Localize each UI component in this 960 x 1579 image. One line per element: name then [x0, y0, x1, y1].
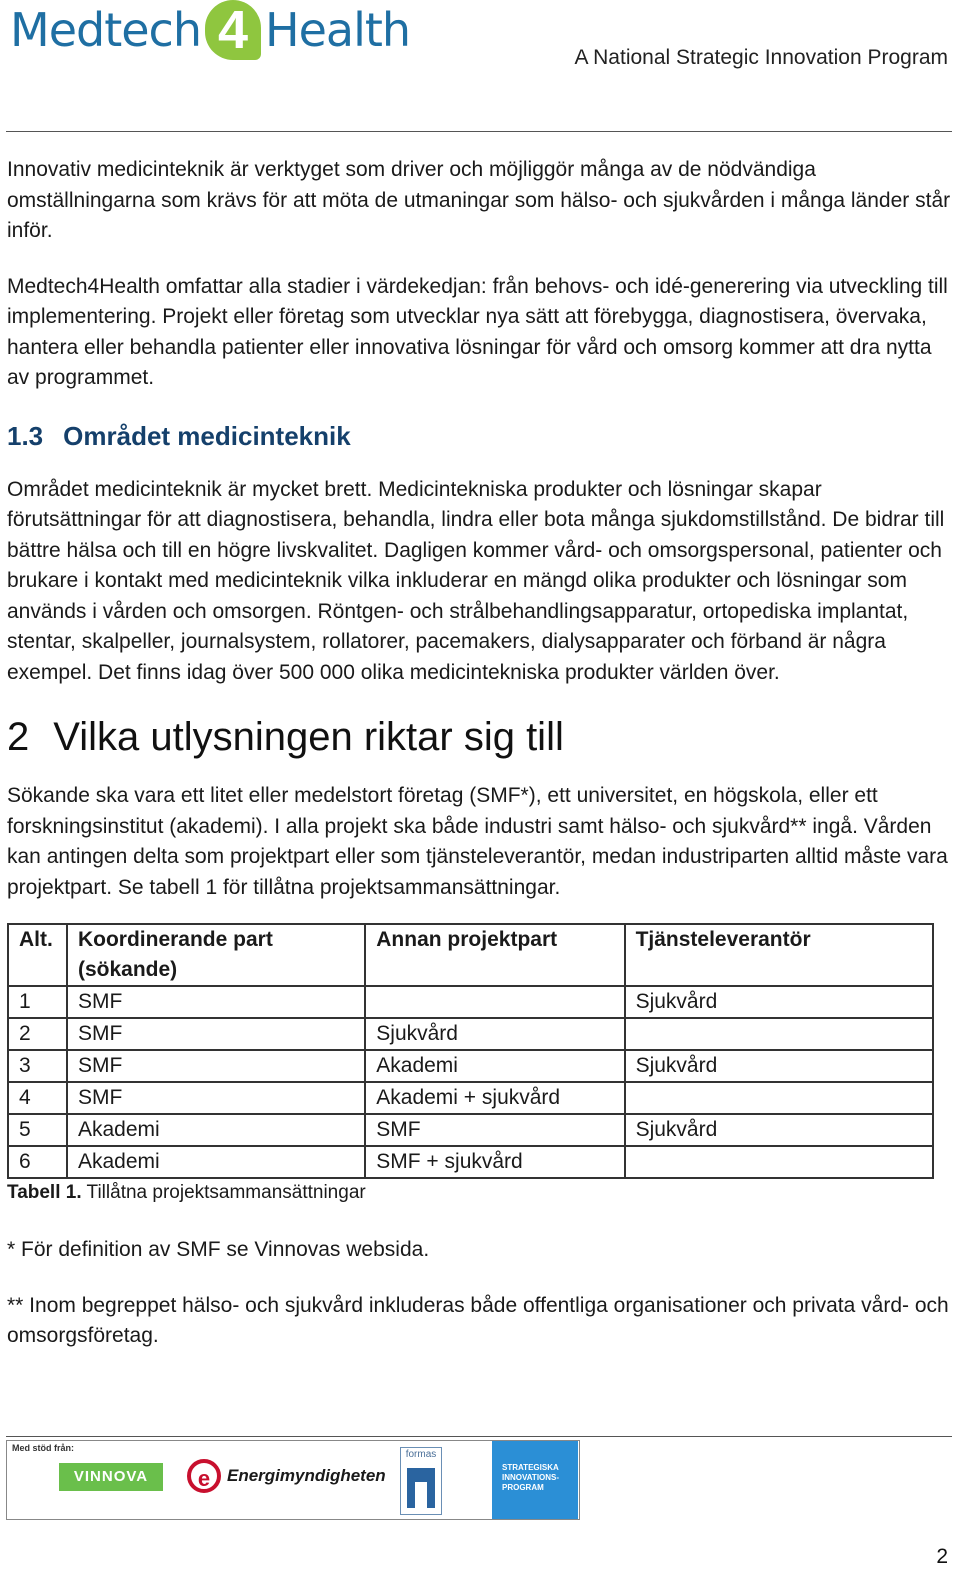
project-composition-table — [7, 923, 934, 1179]
section-2-title: Vilka utlysningen riktar sig till — [53, 715, 564, 759]
table-cell: Sjukvård — [625, 1114, 933, 1146]
section-1-3-title: Området medicinteknik — [63, 420, 351, 451]
logo-text-health: Health — [264, 3, 411, 57]
table-caption — [7, 1181, 952, 1205]
intro-paragraph-1: Innovativ medicinteknik är verktyget som driver och möjliggör många av de nödvändiga omställningarna som krävs för att möta de utmaningar som hälso- och sjukvården i många länder står inför. — [7, 158, 951, 242]
document-body — [7, 155, 952, 1377]
section-2-heading — [7, 713, 952, 761]
page-number: 2 — [936, 1545, 948, 1568]
logo-text-medtech: Medtech — [10, 3, 201, 57]
table-cell: Sjukvård — [625, 1050, 933, 1082]
table-header-cell: Koordinerande part (sökande) — [67, 924, 365, 986]
table-cell: Sjukvård — [365, 1018, 624, 1050]
table-header-row — [8, 924, 933, 986]
table-cell: 6 — [8, 1146, 67, 1178]
table-header-cell: Annan projektpart — [365, 924, 624, 986]
logo-number-4: 4 — [205, 0, 261, 60]
table-cell: Akademi + sjukvård — [365, 1082, 624, 1114]
table-caption-text: Tillåtna projektsammansättningar — [81, 1182, 366, 1203]
header-divider — [6, 131, 952, 132]
footnote-smf: * För definition av SMF se Vinnovas websida. — [7, 1238, 430, 1261]
supported-by-label: Med stöd från: — [12, 1443, 74, 1453]
table-cell: SMF — [67, 986, 365, 1018]
medtech4health-logo — [10, 0, 410, 60]
table-cell: SMF — [365, 1114, 624, 1146]
table-row — [8, 1018, 933, 1050]
table-header-cell: Tjänsteleverantör — [625, 924, 933, 986]
table-cell: 2 — [8, 1018, 67, 1050]
program-tagline: A National Strategic Innovation Program — [574, 46, 948, 69]
section-2-paragraph: Sökande ska vara ett litet eller medelstort företag (SMF*), ett universitet, en högskola, eller ett forskningsinstitut (akademi). I alla projekt ska både industri samt hälso- och sjukvård** ingå. Vården kan antingen delta som projektpart eller som tjänsteleverantör, medan industriparten alltid måste vara projektpart. Se tabell 1 för tillåtna projektsammansättningar. — [7, 784, 948, 899]
table-row — [8, 1146, 933, 1178]
table-cell: 3 — [8, 1050, 67, 1082]
footnote-healthcare: ** Inom begreppet hälso- och sjukvård inkluderas både offentliga organisationer och privata vård- och omsorgsföretag. — [7, 1293, 949, 1347]
table-cell: 4 — [8, 1082, 67, 1114]
section-1-3-heading — [7, 419, 952, 453]
formas-logo — [400, 1447, 442, 1515]
table-cell: Akademi — [67, 1114, 365, 1146]
sip-line-1: STRATEGISKA — [502, 1463, 559, 1472]
sponsor-logos — [6, 1440, 580, 1520]
table-row — [8, 1050, 933, 1082]
table-cell: SMF — [67, 1082, 365, 1114]
formas-name: formas — [405, 1449, 437, 1460]
table-cell: Akademi — [67, 1146, 365, 1178]
table-cell: 5 — [8, 1114, 67, 1146]
table-cell — [365, 986, 624, 1018]
energimyndigheten-mark-icon: e — [187, 1459, 221, 1493]
table-row — [8, 1082, 933, 1114]
table-cell — [625, 1018, 933, 1050]
section-2-number: 2 — [7, 715, 30, 759]
sip-line-3: PROGRAM — [502, 1483, 544, 1492]
vinnova-logo: VINNOVA — [59, 1463, 163, 1491]
table-caption-label: Tabell 1. — [7, 1182, 82, 1203]
page-header — [0, 0, 960, 132]
table-cell — [625, 1082, 933, 1114]
table-cell — [625, 1146, 933, 1178]
section-1-3-number: 1.3 — [7, 420, 44, 451]
table-cell: 1 — [8, 986, 67, 1018]
formas-mark-cutout — [415, 1482, 427, 1508]
energimyndigheten-logo — [187, 1459, 386, 1493]
sip-line-2: INNOVATIONS- — [502, 1473, 560, 1482]
table-row — [8, 1114, 933, 1146]
intro-paragraph-2: Medtech4Health omfattar alla stadier i värdekedjan: från behovs- och idé-generering via utveckling till implementering. Projekt eller företag som utvecklar nya sätt att förebygga, diagnostisera, övervaka, hantera eller behandla patienter eller innovativa lösningar för vård och omsorg kommer att dra nytta av programmet. — [7, 274, 948, 389]
strategic-innovation-program-logo — [492, 1441, 578, 1519]
section-1-3-paragraph: Området medicinteknik är mycket brett. Medicintekniska produkter och lösningar skapar förutsättningar för att diagnostisera, behandla, lindra eller bota många sjukdomstillstånd. De bidrar till bättre hälsa och till en högre livskvalitet. Dagligen kommer vård- och omsorgspersonal, patienter och brukare i kontakt med medicinteknik vilka inkluderar en mängd olika produkter och lösningar som används i vården och omsorgen. Röntgen- och strålbehandlingsapparatur, ortopediska implantat, stentar, skalpeller, journalsystem, rollatorer, pacemakers, dialysapparater och förband är några exempel. Det finns idag över 500 000 olika medicintekniska produkter världen över. — [7, 477, 945, 684]
table-cell: Sjukvård — [625, 986, 933, 1018]
table-cell: SMF — [67, 1050, 365, 1082]
table-header-cell: Alt. — [8, 924, 67, 986]
energimyndigheten-name: Energimyndigheten — [227, 1466, 386, 1485]
table-cell: SMF — [67, 1018, 365, 1050]
table-row — [8, 986, 933, 1018]
footer-divider — [6, 1436, 952, 1437]
table-cell: SMF + sjukvård — [365, 1146, 624, 1178]
table-cell: Akademi — [365, 1050, 624, 1082]
